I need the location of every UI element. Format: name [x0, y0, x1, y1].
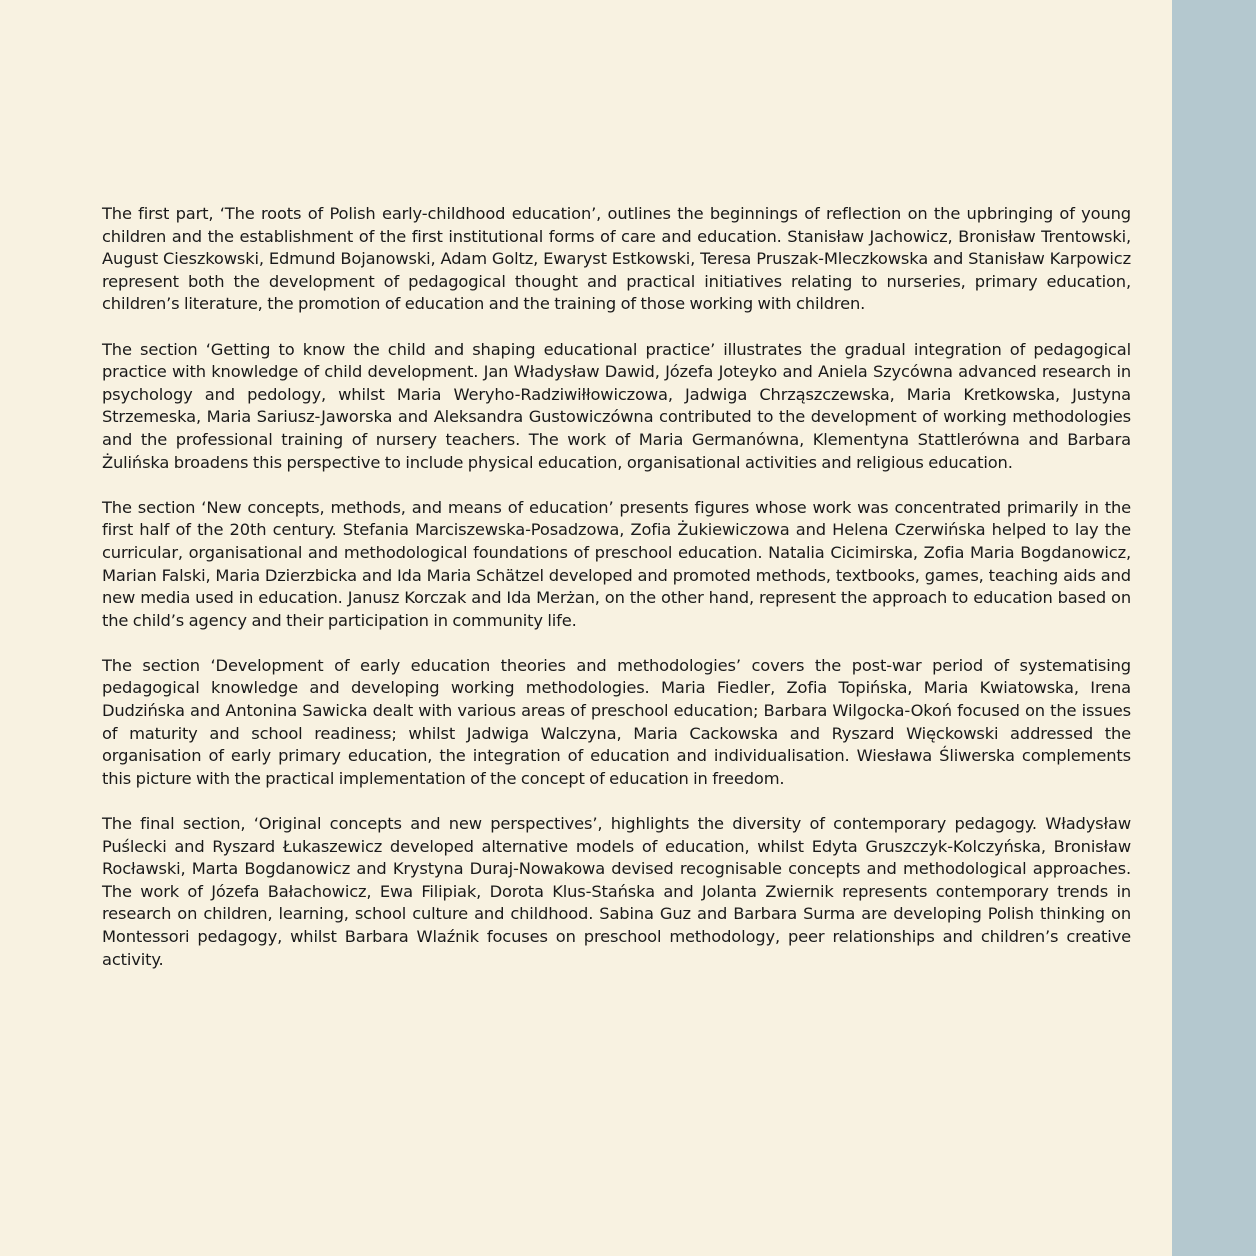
paragraph-development-theories: The section ‘Development of early education theories and methodologies’ covers the post-war period of systematising pedagogical knowledge and developing working methodologies. Maria Fiedler, Zofia Topińska, Maria Kwiatowska, Irena Dudzińska and Antonina Sawicka dealt with various areas of preschool education; Barbara Wilgocka-Okoń focused on the issues of maturity and school readiness; whilst Jadwiga Walczyna, Maria Cackowska and Ryszard Więckowski addressed the organisation of early primary education, the integration of education and individualisation. Wiesława Śliwerska complements this picture with the practical implementation of the concept of education in freedom. — [102, 655, 1131, 788]
paragraph-roots: The first part, ‘The roots of Polish early-childhood education’, outlines the beginnings of reflection on the upbringing of young children and the establishment of the first institutional forms of care and education. Stanisław Jachowicz, Bronisław Trentowski, August Cieszkowski, Edmund Bojanowski, Adam Goltz, Ewaryst Estkowski, Teresa Pruszak-Mleczkowska and Stanisław Karpowicz represent both the development of pedagogical thought and practical initiatives relating to nurseries, primary education, children’s literature, the promotion of education and the training of those working with children. — [102, 204, 1131, 314]
paragraph-getting-to-know-child: The section ‘Getting to know the child and shaping educational practice’ illustrates the gradual integration of pedagogical practice with knowledge of child development. Jan Władysław Dawid, Józefa Joteyko and Aniela Szycówna advanced research in psychology and pedology, whilst Maria Weryho-Radziwiłłowiczowa, Jadwiga Chrząszczewska, Maria Kretkowska, Justyna Strzemeska, Maria Sariusz-Jaworska and Aleksandra Gustowiczówna contributed to the development of working methodologies and the professional training of nursery teachers. The work of Maria Germanówna, Klementyna Stattlerówna and Barbara Żulińska broadens this perspective to include physical education, organisational activities and religious education. — [102, 339, 1131, 472]
side-color-band — [1172, 0, 1256, 1256]
body-text — [102, 203, 1131, 971]
paragraph-final-section: The final section, ‘Original concepts and new perspectives’, highlights the diversity of contemporary pedagogy. Władysław Puślecki and Ryszard Łukaszewicz developed alternative models of education, whilst Edyta Gruszczyk-Kolczyńska, Bronisław Rocławski, Marta Bogdanowicz and Krystyna Duraj-Nowakowa devised recognisable concepts and methodological approaches. The work of Józefa Bałachowicz, Ewa Filipiak, Dorota Klus-Stańska and Jolanta Zwiernik represents contemporary trends in research on children, learning, school culture and childhood. Sabina Guz and Barbara Surma are developing Polish thinking on Montessori pedagogy, whilst Barbara Wlaźnik focuses on preschool methodology, peer relationships and children’s creative activity. — [102, 814, 1131, 969]
paragraph-new-concepts: The section ‘New concepts, methods, and means of education’ presents figures whose work was concentrated primarily in the first half of the 20th century. Stefania Marciszewska-Posadzowa, Zofia Żukiewiczowa and Helena Czerwińska helped to lay the curricular, organisational and methodological foundations of preschool education. Natalia Cicimirska, Zofia Maria Bogdanowicz, Marian Falski, Maria Dzierzbicka and Ida Maria Schätzel developed and promoted methods, textbooks, games, teaching aids and new media used in education. Janusz Korczak and Ida Merżan, on the other hand, represent the approach to education based on the child’s agency and their participation in community life. — [102, 497, 1131, 630]
